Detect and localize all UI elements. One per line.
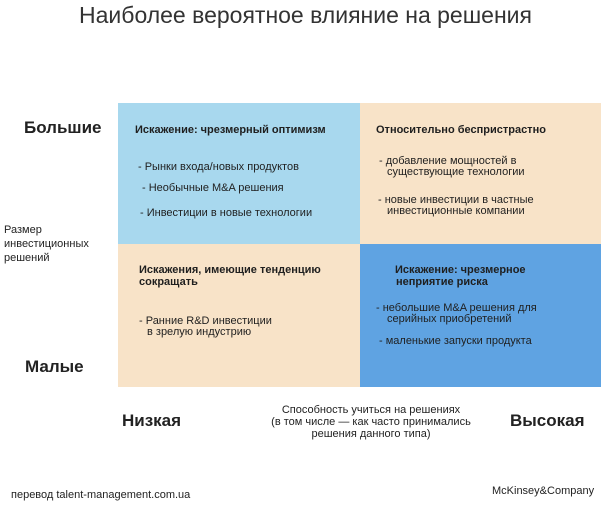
translation-credit: перевод talent-management.com.ua (11, 489, 191, 501)
list-item-line: в зрелую индустрию (147, 326, 252, 338)
x-axis-high-label: Высокая (510, 411, 585, 430)
x-axis-low-label: Низкая (122, 411, 182, 430)
y-axis-label-line: решений (4, 252, 50, 264)
y-axis-label-line: Размер (4, 224, 42, 236)
list-item (139, 316, 272, 338)
list-item-line: - новые инвестиции в частные (378, 194, 534, 206)
list-item-line: инвестиционные компании (387, 205, 525, 217)
x-axis-label-line: Способность учиться на решениях (281, 404, 461, 416)
list-item-line: - Ранние R&D инвестиции (139, 315, 272, 327)
quadrant-heading-line: сокращать (139, 276, 198, 288)
quadrant-top-left (118, 103, 360, 244)
quadrant-heading: Относительно беспристрастно (376, 124, 546, 136)
quadrant-bottom-left (118, 244, 360, 387)
list-item-line: серийных приобретений (387, 313, 512, 325)
list-item: - маленькие запуски продукта (379, 335, 532, 347)
x-axis-label-line: решения данного типа) (311, 428, 431, 440)
list-item-line: - небольшие M&A решения для (376, 302, 537, 314)
y-axis-low-label: Малые (25, 357, 84, 376)
list-item (379, 156, 525, 178)
quadrant-heading-line: неприятие риска (396, 276, 488, 288)
list-item (376, 303, 537, 325)
y-axis-high-label: Большие (24, 118, 102, 137)
x-axis-label (255, 404, 487, 440)
list-item: - Рынки входа/новых продуктов (138, 161, 299, 173)
quadrant-heading (139, 264, 321, 288)
list-item-line: существующие технологии (387, 166, 525, 178)
quadrant-heading-line: Искажение: чрезмерное (395, 264, 526, 276)
list-item: - Инвестиции в новые технологии (140, 207, 313, 219)
page-title: Наиболее вероятное влияние на решения (79, 2, 532, 28)
quadrant-top-right (360, 103, 601, 244)
list-item: - Необычные M&A решения (142, 182, 284, 194)
quadrant-heading-line: Искажения, имеющие тенденцию (139, 264, 321, 276)
list-item (378, 195, 534, 217)
quadrant-bottom-right (360, 244, 601, 387)
source-credit: McKinsey&Company (492, 485, 595, 497)
x-axis-label-line: (в том числе — как часто принимались (271, 416, 471, 428)
y-axis-label (4, 223, 89, 265)
quadrant-heading (395, 264, 526, 288)
quadrant-heading: Искажение: чрезмерный оптимизм (135, 124, 326, 136)
list-item-line: - добавление мощностей в (379, 155, 517, 167)
y-axis-label-line: инвестиционных (4, 238, 89, 250)
